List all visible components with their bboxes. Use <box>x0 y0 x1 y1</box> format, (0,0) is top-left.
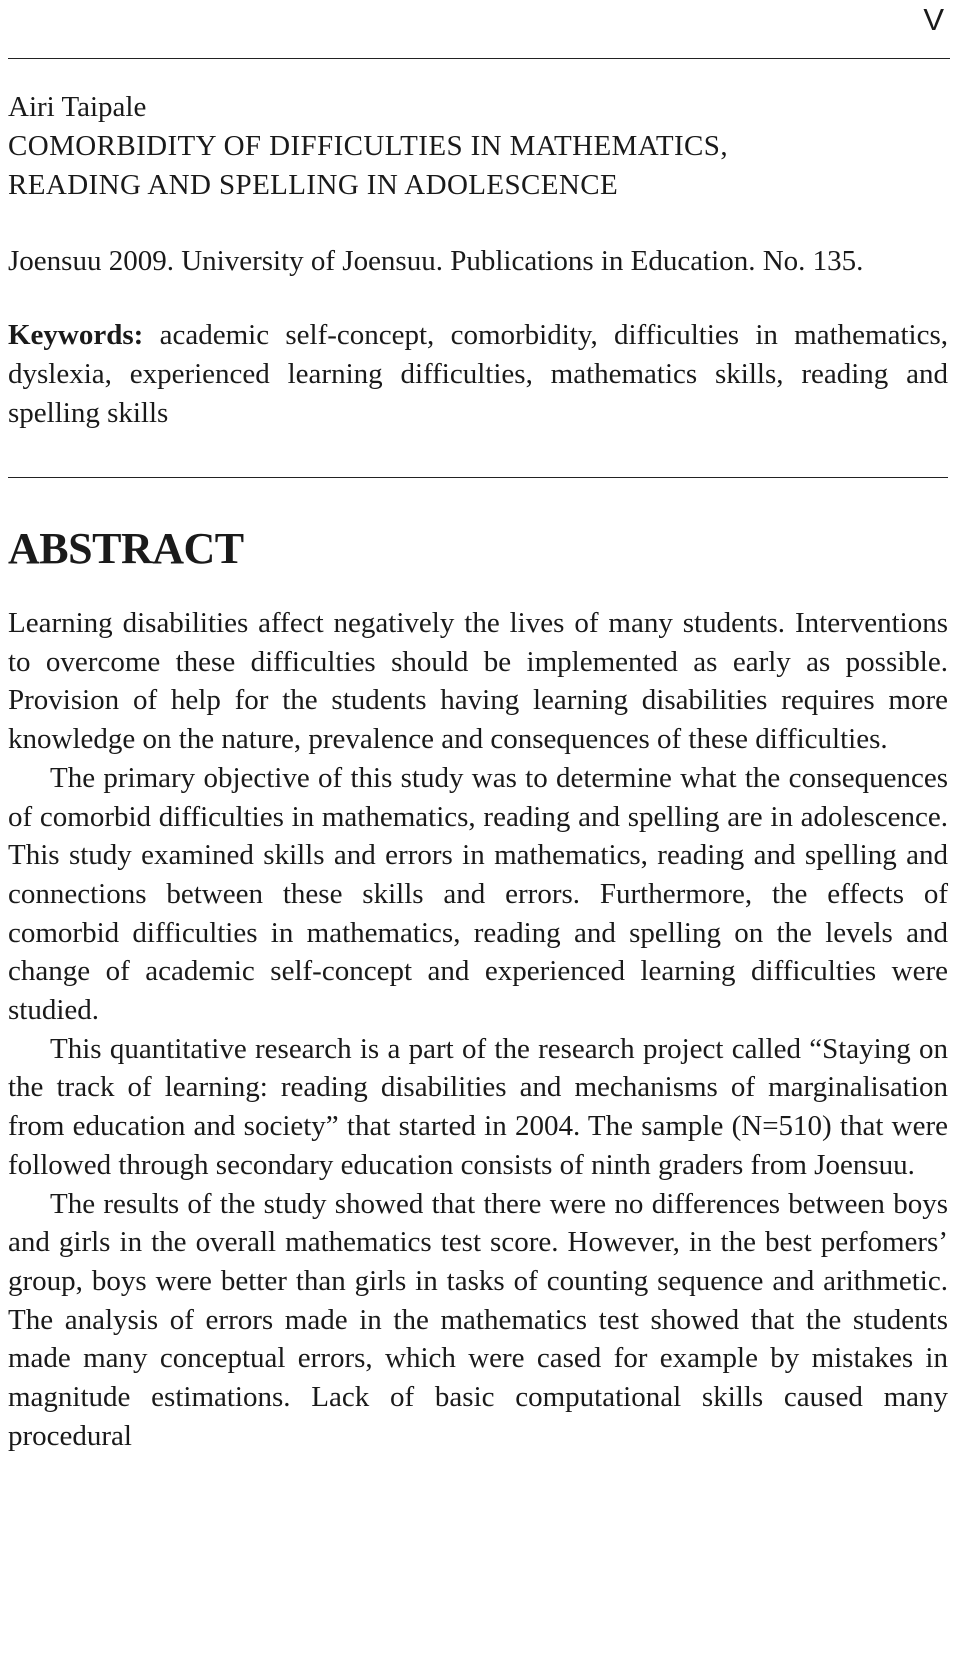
abstract-paragraph-2: The primary objective of this study was to determine what the consequences of comorbid difficulties in mathematics, reading and spelling are in adolescence. This study examined skills and errors in mathematics, reading and spelling and connections between these skills and errors. Furthermore, the effects of comorbid difficulties in mathematics, reading and spelling on the levels and change of academic self-concept and experienced learning difficulties were studied. <box>8 761 948 1027</box>
document-title <box>8 127 948 205</box>
abstract-paragraph-4: The results of the study showed that there were no differences between boys and girls in the overall mathematics test score. However, in the best perfomers’ group, boys were better than girls in tasks of counting sequence and arithmetic. The analysis of errors made in the mathematics test showed that the students made many conceptual errors, which were cased for example by mistakes in magnitude estimations. Lack of basic computational skills caused many procedural <box>8 1187 948 1452</box>
document-title-line-1: COMORBIDITY OF DIFFICULTIES IN MATHEMATICS, <box>8 130 728 162</box>
keywords-label: Keywords: <box>8 319 144 351</box>
abstract-paragraph-3: This quantitative research is a part of the research project called “Staying on the track of learning: reading disabilities and mechanisms of marginalisation from education and society” that started in 2004. The sample (N=510) that were followed through secondary education consists of ninth graders from Joensuu. <box>8 1032 948 1181</box>
document-body <box>8 88 948 1455</box>
keywords-text: academic self-concept, comorbidity, difficulties in mathematics, dyslexia, experienced learning difficulties, mathematics skills, reading and spelling skills <box>8 319 948 429</box>
author-name: Airi Taipale <box>8 91 147 123</box>
abstract-paragraph-1: Learning disabilities affect negatively the lives of many students. Interventions to overcome these difficulties should be implemented as early as possible. Provision of help for the students having learning disabilities requires more knowledge on the nature, prevalence and consequences of these difficulties. <box>8 607 948 756</box>
document-title-line-2: READING AND SPELLING IN ADOLESCENCE <box>8 169 619 201</box>
publication-info: Joensuu 2009. University of Joensuu. Publications in Education. No. 135. <box>8 245 864 277</box>
abstract-heading: ABSTRACT <box>8 524 244 573</box>
section-divider <box>8 477 948 478</box>
header-divider <box>8 58 950 59</box>
page-number: V <box>923 2 944 37</box>
keywords <box>8 316 948 433</box>
